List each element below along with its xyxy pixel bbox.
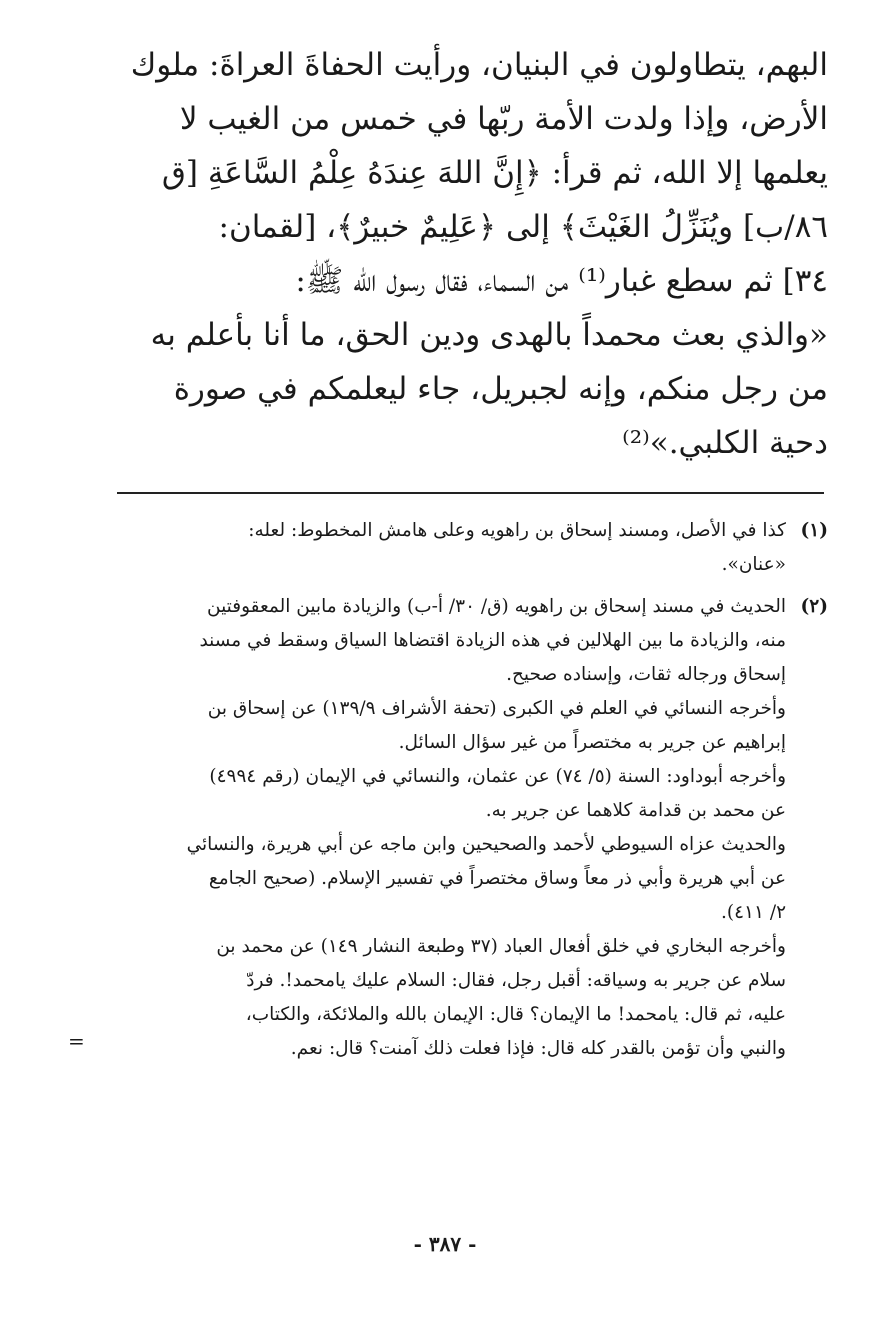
footnote-line: الحديث في مسند إسحاق بن راهويه (ق/ ٣٠/ أ-ب) والزيادة مابين المعقوفتين (206, 596, 786, 617)
footnotes (68, 514, 828, 1066)
footnote-line: وأخرجه النسائي في العلم في الكبرى (تحفة الأشراف ١٣٩/٩) عن إسحاق بن (207, 698, 786, 719)
footnote-line: وأخرجه البخاري في خلق أفعال العباد (٣٧ وطبعة النشار ١٤٩) عن محمد بن (216, 936, 786, 957)
page-number: - ٣٨٧ - (413, 1232, 477, 1256)
footnote-line: عن محمد بن قدامة كلاهما عن جرير به. (485, 800, 786, 821)
text-line: ٣٤] ثم سطع غبار⁽¹⁾ من السماء، فقال رسول الله ﷺ: (295, 263, 828, 299)
footnote-line: وأخرجه أبوداود: السنة (٥/ ٧٤) عن عثمان، والنسائي في الإيمان (رقم ٤٩٩٤) (209, 766, 786, 787)
footnote-line: عن أبي هريرة وأبي ذر معاً وساق مختصراً في تفسير الإسلام. (صحيح الجامع (208, 868, 786, 889)
footnote-line: إبراهيم عن جرير به مختصراً من غير سؤال السائل. (398, 732, 786, 753)
footnote-line: إسحاق ورجاله ثقات، وإسناده صحيح. (506, 664, 786, 685)
text-line: يعلمها إلا الله، ثم قرأ: ﴿إِنَّ اللهَ عِندَهُ عِلْمُ السَّاعَةِ [ق (161, 155, 828, 191)
text-line: من رجل منكم، وإنه لجبريل، جاء ليعلمكم في صورة (173, 371, 828, 407)
text-line: الأرض، وإذا ولدت الأمة ربّها في خمس من الغيب لا (179, 101, 828, 137)
footnote-line: سلام عن جرير به وسياقه: أقبل رجل، فقال: السلام عليك يامحمد!. فردّ (246, 970, 786, 991)
footnote-line: منه، والزيادة ما بين الهلالين في هذه الزيادة اقتضاها السياق وسقط في مسند (199, 630, 786, 651)
text-line: ٨٦/ب] ويُنَزِّلُ الغَيْثَ﴾ إلى ﴿عَلِيمٌ خبيرٌ﴾، [لقمان: (218, 209, 828, 245)
footnote-line: والنبي وأن تؤمن بالقدر كله قال: فإذا فعلت ذلك آمنت؟ قال: نعم. (290, 1038, 786, 1059)
footnote-1 (68, 514, 828, 582)
footnote-line: «عنان». (721, 554, 786, 575)
footnote-number: (١) (800, 520, 828, 541)
footnote-number: (٢) (800, 596, 828, 617)
footnote-2 (68, 590, 828, 1066)
footnote-line: والحديث عزاه السيوطي لأحمد والصحيحين وابن ماجه عن أبي هريرة، والنسائي (186, 834, 786, 855)
footnote-divider (117, 492, 824, 494)
footnote-line: كذا في الأصل، ومسند إسحاق بن راهويه وعلى هامش المخطوط: لعله: (248, 520, 786, 541)
text-line: دحية الكلبي.»⁽²⁾ (622, 425, 828, 461)
footnote-line: عليه، ثم قال: يامحمد! ما الإيمان؟ قال: الإيمان بالله والملائكة، والكتاب، (245, 1004, 786, 1025)
text-line: البهم، يتطاولون في البنيان، ورأيت الحفاةَ العراةَ: ملوك (130, 47, 828, 83)
footnote-line: ٢/ ٤١١). (721, 902, 786, 923)
continuation-mark: = (68, 1029, 85, 1053)
main-text (68, 38, 828, 470)
text-line: «والذي بعث محمداً بالهدى ودين الحق، ما أنا بأعلم به (150, 317, 828, 353)
